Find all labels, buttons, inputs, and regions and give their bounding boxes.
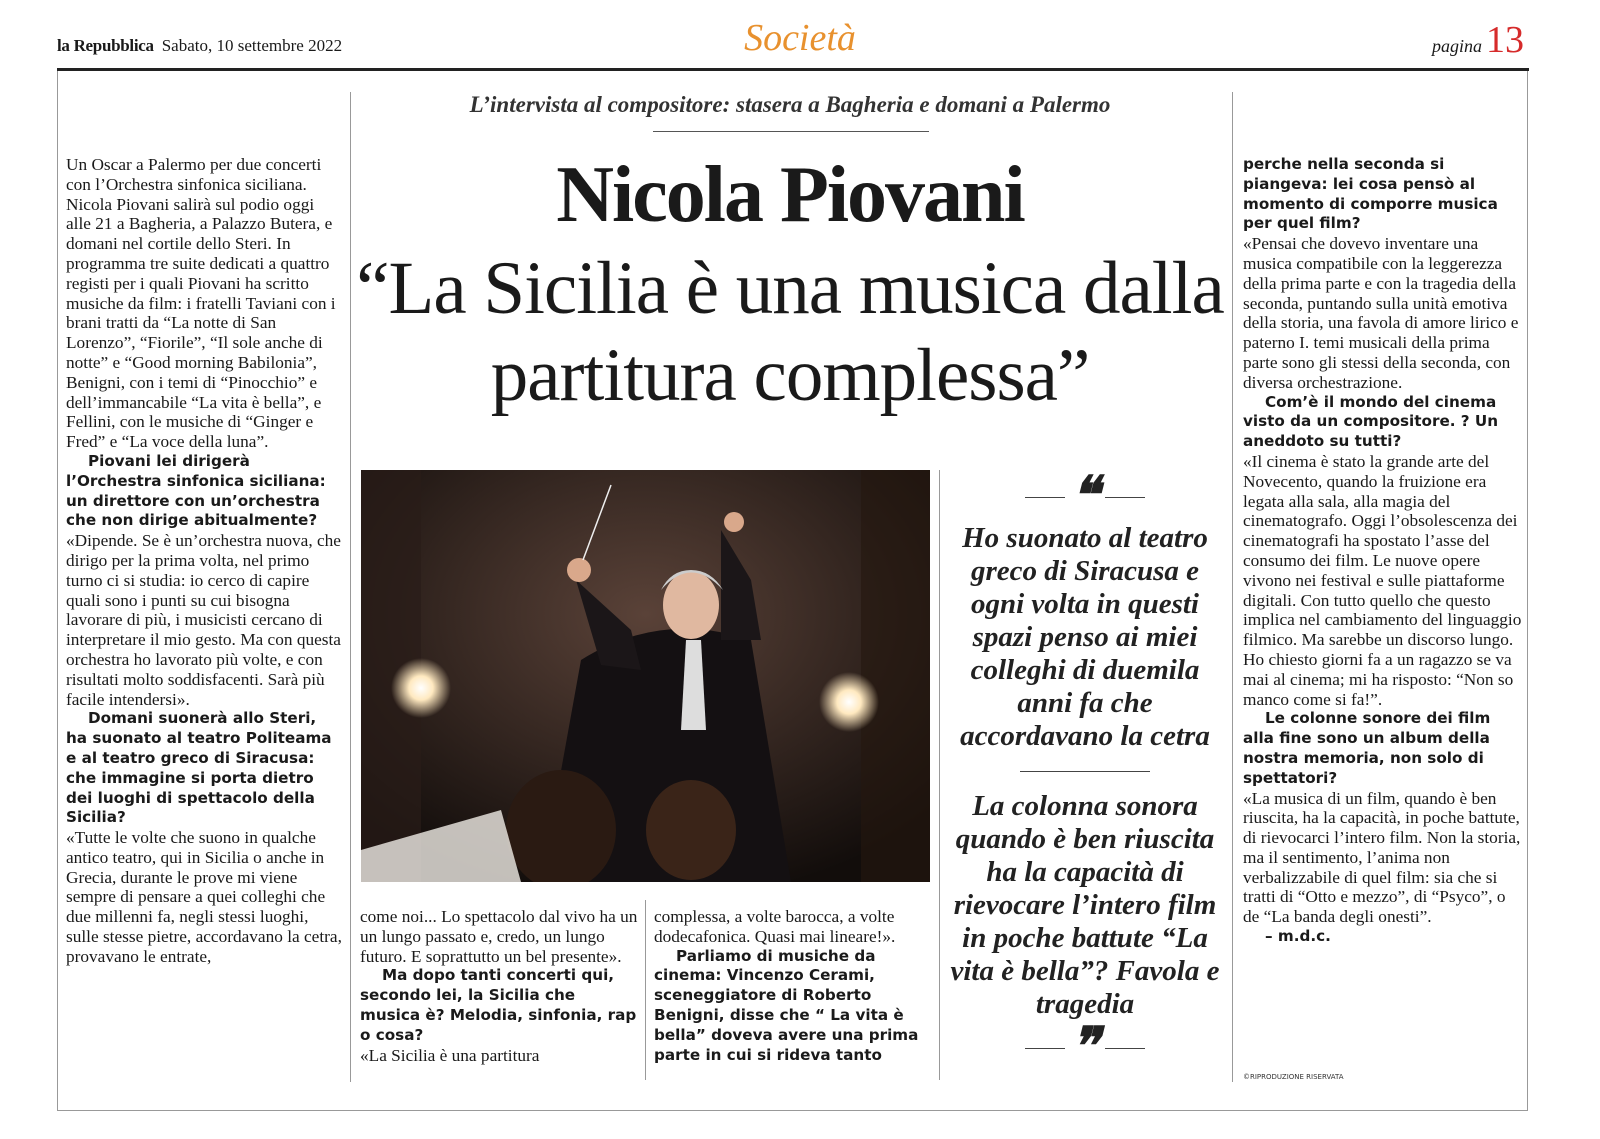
kicker: L’intervista al compositore: stasera a Bagheria e domani a Palermo (469, 92, 1111, 117)
column-divider (645, 900, 646, 1080)
kicker-rule (653, 131, 929, 132)
page-number (1432, 18, 1524, 62)
section-title: Società (744, 17, 856, 59)
body-paragraph: «La Sicilia è una partitura (360, 1045, 540, 1065)
issue-date: Sabato, 10 settembre 2022 (161, 36, 343, 55)
copyright-notice: ©RIPRODUZIONE RISERVATA (1243, 1073, 1344, 1081)
column-divider (1232, 92, 1233, 1082)
body-paragraph: Un Oscar a Palermo per due concerti con l’Orchestra sinfonica siciliana. Nicola Piovani salirà sul podio oggi alle 21 a Bagheria, a Palazzo Butera, e domani nel cortile dello Steri. In programma tre suite dedicati a quattro registi per i quali Piovani ha scritto musiche da film: i fratelli Taviani con i brani tratti da “La notte di San Lorenzo”, “Fiorile”, “Il sole anche di notte” e “Good morning Babilonia”, Benigni, con i temi di “Pinocchio” e dell’immancabile “La vita è bella”, e Fellini, con le musiche di “Ginger e Fred” e “La voce della luna”. (66, 155, 336, 452)
column-divider (350, 92, 351, 1082)
page-number-value: 13 (1486, 19, 1524, 61)
pull-quote-box (945, 468, 1225, 1076)
frame-border-right (1527, 71, 1528, 1111)
frame-border-left (57, 71, 58, 1111)
body-paragraph: «Pensai che dovevo inventare una musica compatibile con la leggerezza della prima parte e con la tragedia della seconda, puntando sulla unità emotiva della storia, una favola di amore lirico e paterno I. temi musicali della prima parte sono gli stessi della seconda, con diversa orchestrazione. (1243, 234, 1519, 392)
page-label: pagina (1431, 36, 1482, 56)
article-column-center-2 (654, 907, 934, 1065)
interview-question: perche nella seconda si piangeva: lei cosa pensò al momento di comporre musica per quel film? (1243, 155, 1498, 233)
interview-question: Piovani lei dirigerà l’Orchestra sinfonica siciliana: un direttore con un’orchestra che non dirige abitualmente? (66, 451, 326, 530)
newspaper-name: la Repubblica (57, 36, 154, 55)
quote-close-icon: ❞ (945, 1031, 1225, 1065)
quote-open-icon: ❝ (945, 480, 1225, 514)
article-column-left (66, 155, 342, 967)
subheadline: “La Sicilia è una musica dalla partitura complessa” (356, 247, 1224, 417)
body-paragraph: «Tutte le volte che suono in qualche antico teatro, qui in Sicilia o anche in Grecia, durante le prove mi viene sempre di pensare a quei colleghi che due millenni fa, negli stessi luoghi, sulle stesse pietre, accordavano la cetra, provavano le entrate, (66, 828, 342, 966)
body-paragraph: «Dipende. Se è un’orchestra nuova, che dirigo per la prima volta, nel primo turno ci si studia: io cerco di capire quali sono i punti su cui bisogna lavorare di più, i musicisti cercano di interpretare il mio gesto. Ma con questa orchestra ho lavorato più volte, e con risultati molto soddisfacenti. Sarà più facile intendersi». (66, 531, 341, 709)
article-column-right (1243, 155, 1523, 947)
body-paragraph: come noi... Lo spettacolo dal vivo ha un un lungo passato e, credo, un lungo futuro. E soprattutto un bel presente». (360, 907, 638, 966)
body-paragraph: complessa, a volte barocca, a volte dodecafonica. Quasi mai lineare!». (654, 907, 896, 946)
column-divider (939, 470, 940, 1080)
author-signature: – m.d.c. (1265, 927, 1331, 946)
interview-question: Le colonne sonore dei film alla fine sono un album della nostra memoria, non solo di spettatori? (1243, 709, 1491, 787)
pull-quote-2: La colonna sonora quando è ben riuscita ha la capacità di rievocare l’intero film in poche battute “La vita è bella”? Favola e tragedia (950, 790, 1220, 1020)
header-rule (57, 68, 1529, 71)
conductor-photo (361, 470, 930, 882)
body-paragraph: «La musica di un film, quando è ben riuscita, ha la capacità, in poche battute, di rievocarci l’intero film. Non la storia, ma il sentimento, l’anima non verbalizzabile di quel film: sia che si tratti di “Otto e mezzo”, di “Psyco”, o de “La banda degli onesti”. (1243, 788, 1521, 927)
photo-illustration (361, 470, 930, 882)
footer-rule (57, 1110, 1528, 1111)
body-paragraph: «Il cinema è stato la grande arte del Novecento, quando la fruizione era legata alla sala, alla magia del cinematografo. Oggi l’obsolescenza dei cinematografi ha spostato l’asse del consumo dei film. Le nuove opere vivono nei festival e sulle piattaforme digitali. Con tutto quello che questo implica nel cambiamento del linguaggio filmico. Ma sarebbe un discorso lungo. Ho chiesto giorni fa a un ragazzo se va mai al cinema; mi ha risposto: “Non so manco come si fa!”. (1243, 451, 1522, 709)
interview-question: Domani suonerà allo Steri, ha suonato al teatro Politeama e al teatro greco di Siracusa: che immagine si porta dietro dei luoghi di spettacolo della Sicilia? (66, 709, 332, 827)
interview-question: Ma dopo tanti concerti qui, secondo lei, la Sicilia che musica è? Melodia, sinfonia, rap o cosa? (360, 966, 637, 1044)
pull-quote-1: Ho suonato al teatro greco di Siracusa e ogni volta in questi spazi penso ai miei colleghi di duemila anni fa che accordavano la cetra (960, 522, 1210, 752)
interview-question: Com’è il mondo del cinema visto da un compositore. ? Un aneddoto su tutti? (1243, 392, 1499, 451)
article-column-center-1 (360, 907, 640, 1065)
headline: Nicola Piovani (556, 151, 1024, 239)
pull-quote-divider (1020, 771, 1150, 772)
interview-question: Parliamo di musiche da cinema: Vincenzo Cerami, sceneggiatore di Roberto Benigni, disse che “ La vita è bella” doveva avere una prima parte in cui si rideva tanto (654, 946, 919, 1064)
